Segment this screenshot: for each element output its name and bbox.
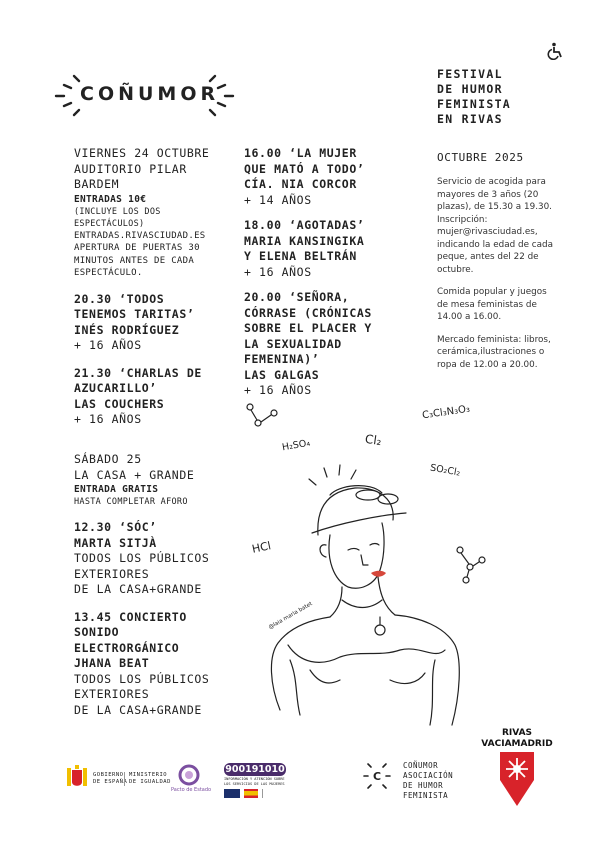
show-title: AZUCARILLO’	[74, 381, 157, 395]
show-title: QUE MATÓ A TODO’	[244, 161, 365, 176]
show-title: JHANA BEAT	[74, 656, 150, 670]
ministerio-line: DE IGUALDAD	[129, 779, 171, 785]
sidebar-line: Comida popular y juegos	[437, 287, 547, 297]
sidebar-paragraph	[437, 286, 587, 324]
ministerio-label	[124, 772, 171, 786]
sidebar-line: Servicio de acogida para	[437, 177, 546, 187]
friday-info: APERTURA DE PUERTAS 30	[74, 243, 200, 253]
show-title: MARIA KANSINGIKA	[244, 233, 365, 248]
svg-text:C: C	[372, 770, 382, 783]
sidebar-line: de mesa feministas de	[437, 299, 537, 310]
gobierno-line: GOBIERNO	[93, 772, 124, 778]
hotline-number: 900191010	[225, 764, 285, 775]
ministerio-line: MINISTERIO	[129, 772, 168, 778]
logo-text: COÑUMOR	[80, 83, 220, 105]
show-title: LAS GALGAS	[244, 367, 320, 382]
show-detail: DE LA CASA+GRANDE	[74, 702, 202, 717]
saturday-line: SÁBADO 25	[74, 452, 142, 466]
friday-tickets: ENTRADAS 10€	[74, 193, 147, 205]
friday-line: BARDEM	[74, 177, 120, 191]
hotline-note-line: LOS SERVICIOS DE LAS MUJERES	[224, 782, 285, 786]
show-title: Y ELENA BELTRÁN	[244, 249, 357, 263]
show-title: 20.30 ‘TODOS	[74, 291, 165, 306]
festival-line: DE HUMOR	[437, 82, 503, 96]
rivas-line: RIVAS	[501, 728, 533, 738]
formula-label: SO₂Cl₂	[429, 462, 462, 479]
show-title: 20.00 ‘SEÑORA,	[244, 290, 350, 304]
saturday-section	[74, 452, 249, 718]
festival-line: FEMINISTA	[437, 97, 512, 111]
rivas-emblem-icon	[478, 750, 556, 808]
friday-info: MINUTOS ANTES DE CADA	[74, 255, 195, 266]
sidebar-paragraph	[437, 334, 587, 372]
show-detail: DE LA CASA+GRANDE	[74, 582, 202, 596]
association-name	[403, 761, 453, 801]
hotline-note-line: INFORMACIÓN Y ATENCIÓN SOBRE	[224, 777, 285, 781]
friday-info: ESPECTÁCULO.	[74, 268, 143, 278]
sidebar-line: mujer@rivasciudad.es,	[437, 227, 538, 237]
show-title: 21.30 ‘CHARLAS DE	[74, 365, 202, 380]
saturday-line: LA CASA + GRANDE	[74, 467, 195, 482]
association-logo-icon	[362, 760, 392, 792]
show-title: CÍA. NIA CORCOR	[244, 177, 357, 191]
show-age: + 16 AÑOS	[244, 264, 312, 279]
saturday-entry-note: HASTA COMPLETAR AFORO	[74, 497, 188, 507]
friday-line: AUDITORIO PILAR	[74, 161, 187, 176]
rivas-name	[478, 728, 556, 750]
eu-flag-icon	[224, 789, 240, 798]
formula-label: H₂SO₄	[281, 437, 312, 454]
festival-line: EN RIVAS	[437, 112, 503, 126]
friday-section	[74, 146, 249, 428]
show-detail: TODOS LOS PÚBLICOS	[74, 551, 210, 565]
show-title: FEMENINA)’	[244, 352, 320, 366]
show-title: CÓRRASE (CRÓNICAS	[244, 305, 372, 320]
festival-title	[437, 67, 511, 127]
tickets-note: ESPECTÁCULOS)	[74, 218, 145, 229]
friday-line: VIERNES 24 OCTUBRE	[74, 146, 210, 160]
formula-label: Cl₂	[364, 431, 383, 449]
show-title: LA SEXUALIDAD	[244, 336, 342, 351]
formula-label: HCl	[250, 539, 273, 556]
gobierno-line: DE ESPAÑA	[93, 779, 128, 785]
pacto-label: Pacto de Estado	[171, 787, 212, 793]
show-age: + 16 AÑOS	[74, 338, 142, 352]
festival-date: OCTUBRE 2025	[437, 151, 524, 164]
show-detail: EXTERIORES	[74, 566, 150, 581]
sidebar-line: Mercado feminista: libros,	[437, 334, 551, 345]
festival-line: FESTIVAL	[437, 67, 503, 81]
show-age: + 14 AÑOS	[244, 192, 312, 207]
gobierno-label	[93, 772, 127, 786]
show-title: ELECTRORGÁNICO	[74, 640, 180, 655]
sidebar-line: octubre.	[437, 264, 474, 275]
sidebar-line: plazas), de 15.30 a 19.30.	[437, 202, 552, 212]
sidebar-line: ropa de 12.00 a 20.00.	[437, 359, 538, 370]
pacto-logo-icon	[176, 764, 202, 786]
spain-flag-icon	[244, 789, 258, 798]
illustration	[230, 395, 530, 740]
show-title: SONIDO	[74, 625, 120, 639]
conumor-logo	[52, 70, 237, 120]
sidebar-paragraph	[437, 176, 587, 276]
hotline-note	[224, 777, 285, 787]
artist-signature: @laia maria batet	[267, 601, 314, 631]
sidebar-line: Inscripción:	[437, 214, 488, 225]
tickets-note: (INCLUYE LOS DOS	[74, 206, 161, 217]
rivas-line: VACIAMADRID	[481, 739, 553, 749]
association-line: FEMINISTA	[403, 791, 449, 800]
show-title: TENEMOS TARITAS’	[74, 307, 195, 321]
show-age: + 16 AÑOS	[74, 412, 142, 426]
show-title: 16.00 ‘LA MUJER	[244, 146, 357, 160]
show-age: + 16 AÑOS	[244, 383, 312, 397]
ministry-mini-logo-icon	[262, 789, 285, 798]
sidebar-line: indicando la edad de cada	[437, 239, 554, 250]
show-detail: EXTERIORES	[74, 687, 150, 701]
friday-info: ENTRADAS.RIVASCIUDAD.ES	[74, 230, 206, 241]
sidebar-line: mayores de 3 años (20	[437, 189, 539, 200]
rivas-logo	[478, 728, 556, 808]
show-title: INÉS RODRÍGUEZ	[74, 322, 180, 337]
sidebar-line: cerámica,ilustraciones o	[437, 347, 545, 357]
sidebar-line: peque, antes del 22 de	[437, 252, 539, 262]
middle-section	[244, 146, 429, 399]
show-title: 12.30 ‘SÓC’	[74, 520, 157, 534]
saturday-entry: ENTRADA GRATIS	[74, 484, 159, 495]
show-title: LAS COUCHERS	[74, 396, 165, 411]
association-line: COÑUMOR	[403, 761, 439, 770]
association-line: ASOCIACIÓN	[403, 771, 454, 780]
sidebar-info	[437, 176, 587, 381]
show-detail: TODOS LOS PÚBLICOS	[74, 671, 210, 686]
wheelchair-icon	[546, 42, 564, 60]
sidebar-line: 14.00 a 16.00.	[437, 312, 502, 322]
show-title: 18.00 ‘AGOTADAS’	[244, 218, 365, 232]
formula-label: C₃Cl₃N₃O₃	[421, 403, 471, 422]
spain-coat-of-arms-icon	[66, 764, 88, 792]
association-line: DE HUMOR	[403, 781, 444, 790]
show-title: MARTA SITJÀ	[74, 535, 157, 550]
show-title: SOBRE EL PLACER Y	[244, 321, 372, 335]
show-title: 13.45 CONCIERTO	[74, 609, 187, 624]
